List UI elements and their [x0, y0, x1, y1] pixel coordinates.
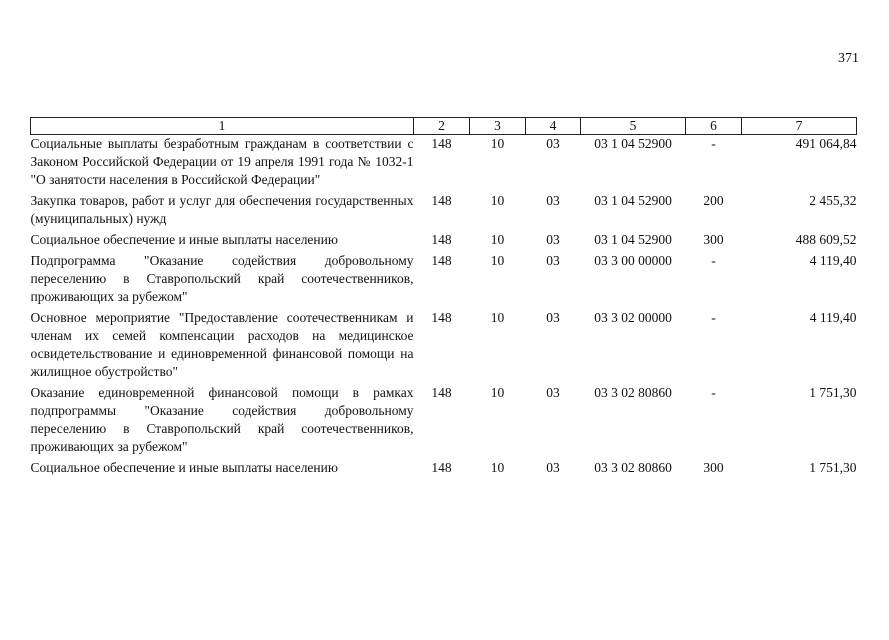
- expense-type-code: 200: [703, 193, 724, 208]
- table-row: [31, 252, 857, 309]
- table-row: [31, 231, 857, 252]
- expense-type-code: -: [711, 310, 716, 325]
- column-header-5: 5: [581, 118, 686, 135]
- ministry-code: 148: [431, 193, 452, 208]
- ministry-code: 148: [431, 310, 452, 325]
- target-article-code: 03 1 04 52900: [594, 136, 672, 151]
- subsection-code: 03: [546, 385, 560, 400]
- row-description: Социальное обеспечение и иные выплаты населению: [30, 232, 338, 247]
- amount: 1 751,30: [809, 460, 857, 475]
- section-code: 10: [490, 136, 505, 151]
- subsection-code: 03: [546, 310, 560, 325]
- column-header-7: 7: [742, 118, 857, 135]
- target-article-code: 03 3 00 00000: [594, 253, 672, 268]
- ministry-code: 148: [431, 385, 452, 400]
- ministry-code: 148: [431, 460, 452, 475]
- subsection-code: 03: [546, 193, 560, 208]
- expense-type-code: 300: [703, 232, 724, 247]
- column-header-2: 2: [414, 118, 470, 135]
- amount: 2 455,32: [809, 193, 857, 208]
- target-article-code: 03 3 02 80860: [594, 385, 672, 400]
- row-description: Закупка товаров, работ и услуг для обеспечения государственных (муниципальных) нужд: [30, 193, 414, 226]
- column-header-4: 4: [526, 118, 581, 135]
- header-row: [31, 118, 857, 135]
- ministry-code: 148: [431, 136, 452, 151]
- column-header-1: 1: [31, 118, 414, 135]
- subsection-code: 03: [546, 253, 560, 268]
- subsection-code: 03: [546, 460, 560, 475]
- target-article-code: 03 3 02 80860: [594, 460, 672, 475]
- ministry-code: 148: [431, 253, 452, 268]
- table-row: [31, 459, 857, 480]
- amount: 4 119,40: [809, 310, 857, 325]
- row-description: Основное мероприятие "Предоставление соотечественникам и членам их семей компенсации расходов на медицинское освидетельствование и единовременной финансовой помощи на жилищное обустройство": [30, 310, 414, 379]
- target-article-code: 03 1 04 52900: [594, 193, 672, 208]
- target-article-code: 03 1 04 52900: [594, 232, 672, 247]
- table-row: [31, 192, 857, 231]
- expense-type-code: -: [711, 136, 716, 151]
- section-code: 10: [490, 310, 505, 325]
- subsection-code: 03: [546, 232, 560, 247]
- target-article-code: 03 3 02 00000: [594, 310, 672, 325]
- ministry-code: 148: [431, 232, 452, 247]
- section-code: 10: [490, 193, 505, 208]
- row-description: Подпрограмма "Оказание содействия добровольному переселению в Ставропольский край соотечественников, проживающих за рубежом": [30, 253, 414, 304]
- section-code: 10: [490, 253, 505, 268]
- expense-type-code: 300: [703, 460, 724, 475]
- table-row: [31, 309, 857, 384]
- page-number: 371: [838, 51, 859, 66]
- amount: 4 119,40: [809, 253, 857, 268]
- row-description: Социальные выплаты безработным гражданам в соответствии с Законом Российской Федерации от 19 апреля 1991 года № 1032-1 "О занятости населения в Российской Федерации": [30, 136, 414, 187]
- column-header-3: 3: [470, 118, 526, 135]
- row-description: Оказание единовременной финансовой помощи в рамках подпрограммы "Оказание содействия добровольному переселению в Ставропольский край соотечественников, проживающих за рубежом": [30, 385, 414, 454]
- table-row: [31, 135, 857, 193]
- amount: 488 609,52: [795, 232, 857, 247]
- section-code: 10: [490, 385, 505, 400]
- expense-type-code: -: [711, 385, 716, 400]
- amount: 491 064,84: [795, 136, 857, 151]
- row-description: Социальное обеспечение и иные выплаты населению: [30, 460, 338, 475]
- section-code: 10: [490, 460, 505, 475]
- amount: 1 751,30: [809, 385, 857, 400]
- table-row: [31, 384, 857, 459]
- subsection-code: 03: [546, 136, 560, 151]
- section-code: 10: [490, 232, 505, 247]
- budget-table: [30, 117, 857, 480]
- column-header-6: 6: [686, 118, 742, 135]
- expense-type-code: -: [711, 253, 716, 268]
